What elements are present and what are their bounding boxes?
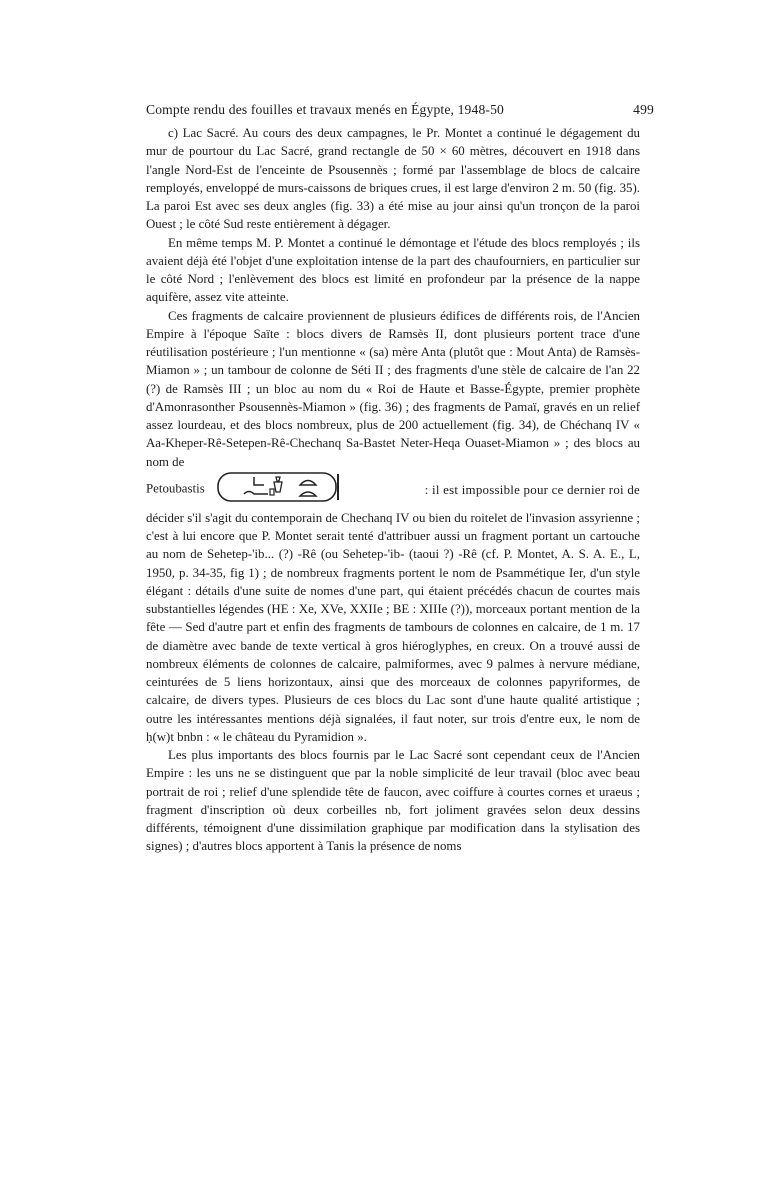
paragraph-ancien-empire: Les plus importants des blocs fournis par le Lac Sacré sont cependant ceux de l'Ancien Empire : les uns ne se distinguent que par la noble simplicité de leur travail (bloc avec beau portrait de roi ; relief d'une splendide tête de faucon, avec coiffure à courtes cornes et uraeus ; fragment d'inscription où deux corbeilles nb, fort joliment gravées selon deux dessins différents, témoignent d'une dissimilation graphique par modification dans la stylisation des signes) ; d'autres blocs apportent à Tanis la présence de noms [146,748,640,854]
cartouche-line [146,471,640,509]
petoubastis-label: Petoubastis [146,470,344,509]
running-head-title: Compte rendu des fouilles et travaux menés en Égypte, 1948-50 [146,102,504,117]
paragraph-montet-demontage: En même temps M. P. Montet a continué le démontage et l'étude des blocs remployés ; ils avaient déjà été l'objet d'une exploitation intense de la part des chaufourniers, en particulier sur le côté Nord ; l'enlèvement des blocs est limité en profondeur par la présence de la nappe aquifère, assez vite atteinte. [146,235,640,305]
page-number: 499 [633,102,654,117]
paragraph-continuation: décider s'il s'agit du contemporain de Chechanq IV ou bien du roitelet de l'invasion assyrienne ; c'est à lui encore que P. Montet serait tenté d'attribuer aussi un fragment portant un cartouche au nom de Sehetep-'ib... (?) -Rê (ou Sehetep-'ib- (taoui ?) -Rê (cf. P. Montet, A. S. A. E., L, 1950, p. 34-35, fig 1) ; de nombreux fragments portent le nom de Psammétique Ier, d'un style élégant : détails d'une suite de nomes d'une part, qui étaient précédés chacun de courtes mais substantielles légendes (HE : Xe, XVe, XXIIe ; BE : XIIIe (?)), morceaux portant mention de la fête — Sed d'autre part et enfin des fragments de tambours de colonnes en calcaire, de 1 m. 17 de diamètre avec bande de texte vertical à gros hiéroglyphes, en creux. On a trouvé aussi de nombreux éléments de colonnes de calcaire, palmiformes, avec 9 palmes à nervure médiane, ceinturées de 5 liens horizontaux, ainsi que des morceaux de colonnes papyriformes, de calcaire, de divers types. Plusieurs de ces blocs du Lac sont d'une haute qualité artistique ; outre les intéressantes mentions déjà signalées, il faut noter, sur trois d'entre eux, le nom de ḥ(w)t bnbn : « le château du Pyramidion ». [146,510,640,744]
cartouche-line-text: : il est impossible pour ce dernier roi de [424,482,640,497]
paragraph-lac-sacre: c) Lac Sacré. Au cours des deux campagnes, le Pr. Montet a continué le dégagement du mur de pourtour du Lac Sacré, grand rectangle de 50 × 60 mètres, découvert en 1918 dans l'angle Nord-Est de l'enceinte de Psousennès ; formé par l'assemblage de blocs de calcaire remployés, enveloppé de murs-caissons de briques crues, il est large d'environ 2 m. 50 (fig. 35). La paroi Est avec ses deux angles (fig. 33) a été mise au jour ainsi qu'un tronçon de la paroi Ouest ; le côté Sud reste entièrement à dégager. [146,126,640,232]
running-head [146,102,654,118]
body-text [146,124,640,856]
paragraph-fragments-calcaire: Ces fragments de calcaire proviennent de plusieurs édifices de différents rois, de l'Ancien Empire à l'époque Saïte : blocs divers de Ramsès II, dont plusieurs portent trace d'une réutilisation postérieure ; l'un mentionne « (sa) mère Anta (plutôt que : Mout Anta) de Ramsès-Miamon » ; un tambour de colonne de Séti II ; des fragments d'une stèle de calcaire de l'an 22 (?) de Ramsès III ; un bloc au nom du « Roi de Haute et Basse-Égypte, premier prophète d'Amonrasonther Psousennès-Miamon » (fig. 36) ; des fragments de Pamaï, gravés en un relief assez lourdeau, et des blocs nombreux, plus de 200 actuellement (fig. 34), de Chéchanq IV « Aa-Kheper-Rê-Setepen-Rê-Chechanq Sa-Bastet Neter-Heqa Ouaset-Miamon » ; des blocs au nom de [146,308,640,469]
cartouche-hieroglyph-icon [216,470,344,509]
